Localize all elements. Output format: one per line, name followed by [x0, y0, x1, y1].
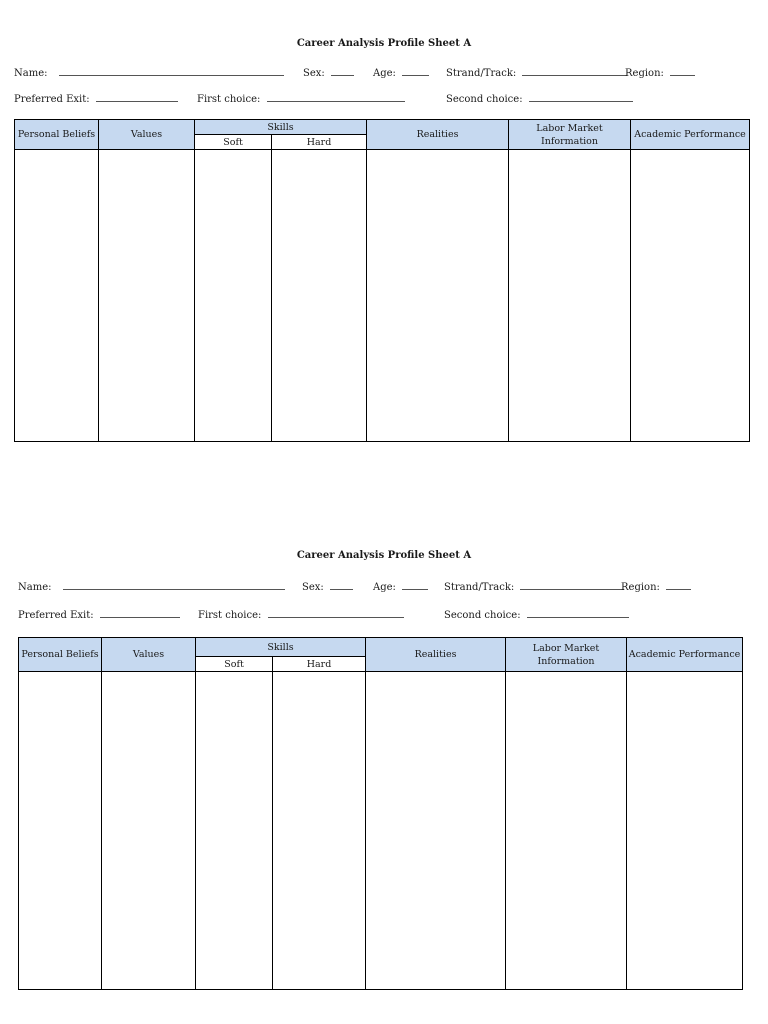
col-personal-beliefs: Personal Beliefs: [15, 120, 99, 150]
sex-label: Sex:: [303, 68, 325, 79]
col-skills-soft: Soft: [196, 657, 273, 672]
sheet-title: Career Analysis Profile Sheet A: [296, 550, 472, 561]
second-choice-label: Second choice:: [446, 94, 523, 105]
sex-input-line[interactable]: [330, 580, 353, 590]
first-choice-label: First choice:: [198, 610, 262, 621]
name-field: [18, 580, 285, 594]
strand-label: Strand/Track:: [446, 68, 517, 79]
col-labor-market-line2: Information: [541, 135, 599, 147]
name-input-line[interactable]: [63, 580, 285, 590]
strand-field: [444, 580, 624, 594]
col-values: Values: [102, 638, 196, 672]
name-label: Name:: [14, 68, 48, 79]
col-academic-performance: Academic Performance: [631, 120, 750, 150]
age-field: [373, 580, 428, 594]
second-choice-label: Second choice:: [444, 610, 521, 621]
cell-soft-skills[interactable]: [196, 672, 273, 990]
table-row: [19, 672, 743, 990]
sex-field: [303, 66, 354, 80]
strand-input-line[interactable]: [522, 66, 627, 76]
first-choice-label: First choice:: [197, 94, 261, 105]
col-skills: Skills: [196, 638, 366, 657]
age-input-line[interactable]: [402, 66, 429, 76]
first-choice-field: [198, 608, 404, 622]
cell-realities[interactable]: [367, 150, 509, 442]
col-labor-market: [506, 638, 627, 672]
second-choice-input-line[interactable]: [527, 608, 629, 618]
preferred-exit-input-line[interactable]: [100, 608, 180, 618]
second-choice-field: [444, 608, 629, 622]
strand-label: Strand/Track:: [444, 582, 515, 593]
region-label: Region:: [621, 582, 660, 593]
preferred-exit-label: Preferred Exit:: [18, 610, 94, 621]
age-input-line[interactable]: [402, 580, 428, 590]
col-realities: Realities: [366, 638, 506, 672]
cell-labor-market[interactable]: [509, 150, 631, 442]
col-values: Values: [99, 120, 195, 150]
col-labor-market-line1: Labor Market: [536, 122, 603, 134]
region-input-line[interactable]: [670, 66, 695, 76]
col-academic-performance: Academic Performance: [627, 638, 743, 672]
cell-personal-beliefs[interactable]: [19, 672, 102, 990]
cell-labor-market[interactable]: [506, 672, 627, 990]
table-row: [15, 150, 750, 442]
col-skills: Skills: [195, 120, 367, 135]
region-field: [621, 580, 691, 594]
sex-field: [302, 580, 353, 594]
sex-label: Sex:: [302, 582, 324, 593]
preferred-exit-field: [18, 608, 180, 622]
preferred-exit-label: Preferred Exit:: [14, 94, 90, 105]
col-personal-beliefs: Personal Beliefs: [19, 638, 102, 672]
name-field: [14, 66, 284, 80]
cell-realities[interactable]: [366, 672, 506, 990]
profile-table: [18, 637, 743, 990]
cell-soft-skills[interactable]: [195, 150, 272, 442]
strand-input-line[interactable]: [520, 580, 624, 590]
first-choice-field: [197, 92, 405, 106]
cell-hard-skills[interactable]: [272, 150, 367, 442]
age-label: Age:: [373, 68, 396, 79]
col-skills-hard: Hard: [272, 135, 367, 150]
cell-personal-beliefs[interactable]: [15, 150, 99, 442]
first-choice-input-line[interactable]: [268, 608, 404, 618]
sheet-title: Career Analysis Profile Sheet A: [296, 38, 472, 49]
col-labor-market-line2: Information: [537, 655, 595, 667]
col-realities: Realities: [367, 120, 509, 150]
sex-input-line[interactable]: [331, 66, 354, 76]
second-choice-field: [446, 92, 633, 106]
region-field: [625, 66, 695, 80]
age-label: Age:: [373, 582, 396, 593]
first-choice-input-line[interactable]: [267, 92, 405, 102]
cell-values[interactable]: [99, 150, 195, 442]
cell-values[interactable]: [102, 672, 196, 990]
col-skills-hard: Hard: [273, 657, 366, 672]
strand-field: [446, 66, 627, 80]
region-label: Region:: [625, 68, 664, 79]
preferred-exit-field: [14, 92, 178, 106]
cell-academic-performance[interactable]: [627, 672, 743, 990]
second-choice-input-line[interactable]: [529, 92, 633, 102]
profile-table: [14, 119, 750, 442]
preferred-exit-input-line[interactable]: [96, 92, 178, 102]
col-labor-market-line1: Labor Market: [532, 642, 600, 654]
name-label: Name:: [18, 582, 52, 593]
col-skills-soft: Soft: [195, 135, 272, 150]
cell-hard-skills[interactable]: [273, 672, 366, 990]
age-field: [373, 66, 429, 80]
region-input-line[interactable]: [666, 580, 691, 590]
cell-academic-performance[interactable]: [631, 150, 750, 442]
name-input-line[interactable]: [59, 66, 284, 76]
col-labor-market: [509, 120, 631, 150]
